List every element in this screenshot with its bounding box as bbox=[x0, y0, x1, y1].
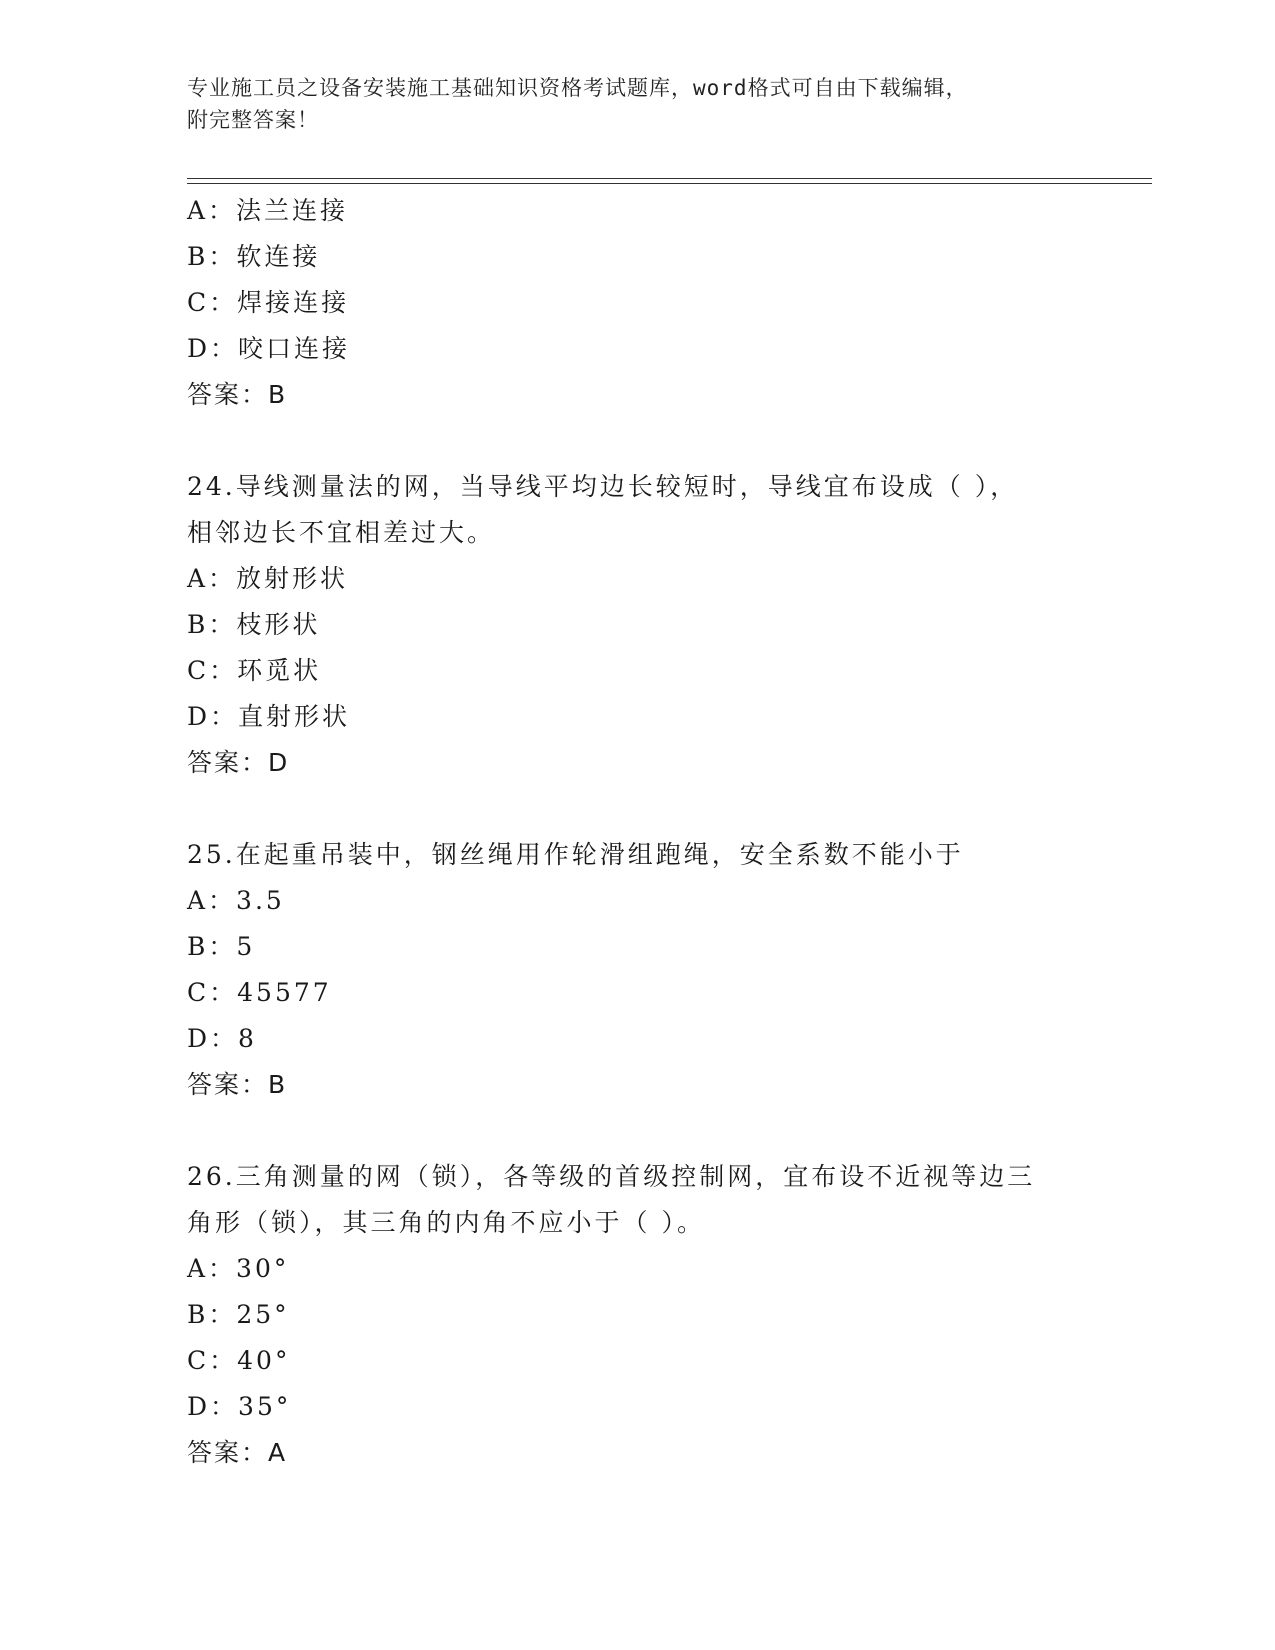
question-list bbox=[187, 188, 1152, 1476]
question-block-25 bbox=[187, 832, 1152, 1108]
option-a: A：3.5 bbox=[187, 886, 285, 915]
option-b: B：软连接 bbox=[187, 242, 321, 271]
option-c: C：焊接连接 bbox=[187, 288, 350, 317]
question-stem-line-1: 25.在起重吊装中，钢丝绳用作轮滑组跑绳，安全系数不能小于 bbox=[187, 840, 964, 869]
answer-line: 答案：D bbox=[187, 748, 290, 777]
document-header bbox=[187, 72, 1087, 136]
option-b: B：5 bbox=[187, 932, 256, 961]
header-divider-top bbox=[187, 178, 1152, 179]
option-b: B：25° bbox=[187, 1300, 290, 1329]
option-a: A：30° bbox=[187, 1254, 290, 1283]
option-b: B：枝形状 bbox=[187, 610, 321, 639]
option-a: A：法兰连接 bbox=[187, 196, 349, 225]
option-c: C：45577 bbox=[187, 978, 332, 1007]
question-block-prev bbox=[187, 188, 1152, 418]
option-d: D：直射形状 bbox=[187, 702, 351, 731]
option-a: A：放射形状 bbox=[187, 564, 349, 593]
answer-line: 答案：B bbox=[187, 1070, 288, 1099]
question-stem-line-1: 24.导线测量法的网，当导线平均边长较短时，导线宜布设成（ ）， bbox=[187, 472, 1019, 501]
option-d: D：咬口连接 bbox=[187, 334, 351, 363]
question-stem-line-2: 相邻边长不宜相差过大。 bbox=[187, 518, 496, 547]
question-block-26 bbox=[187, 1154, 1152, 1476]
header-line-2: 附完整答案！ bbox=[187, 108, 319, 132]
question-stem-line-2: 角形（锁），其三角的内角不应小于（ ）。 bbox=[187, 1208, 705, 1237]
header-divider-bottom bbox=[187, 183, 1152, 184]
answer-line: 答案：B bbox=[187, 380, 288, 409]
option-d: D：35° bbox=[187, 1392, 292, 1421]
option-c: C：40° bbox=[187, 1346, 291, 1375]
question-stem-line-1: 26.三角测量的网（锁），各等级的首级控制网，宜布设不近视等边三 bbox=[187, 1162, 1036, 1191]
answer-line: 答案：A bbox=[187, 1438, 288, 1467]
header-line-1: 专业施工员之设备安装施工基础知识资格考试题库，word格式可自由下载编辑， bbox=[187, 76, 968, 100]
option-d: D：8 bbox=[187, 1024, 257, 1053]
question-block-24 bbox=[187, 464, 1152, 786]
option-c: C：环觅状 bbox=[187, 656, 322, 685]
